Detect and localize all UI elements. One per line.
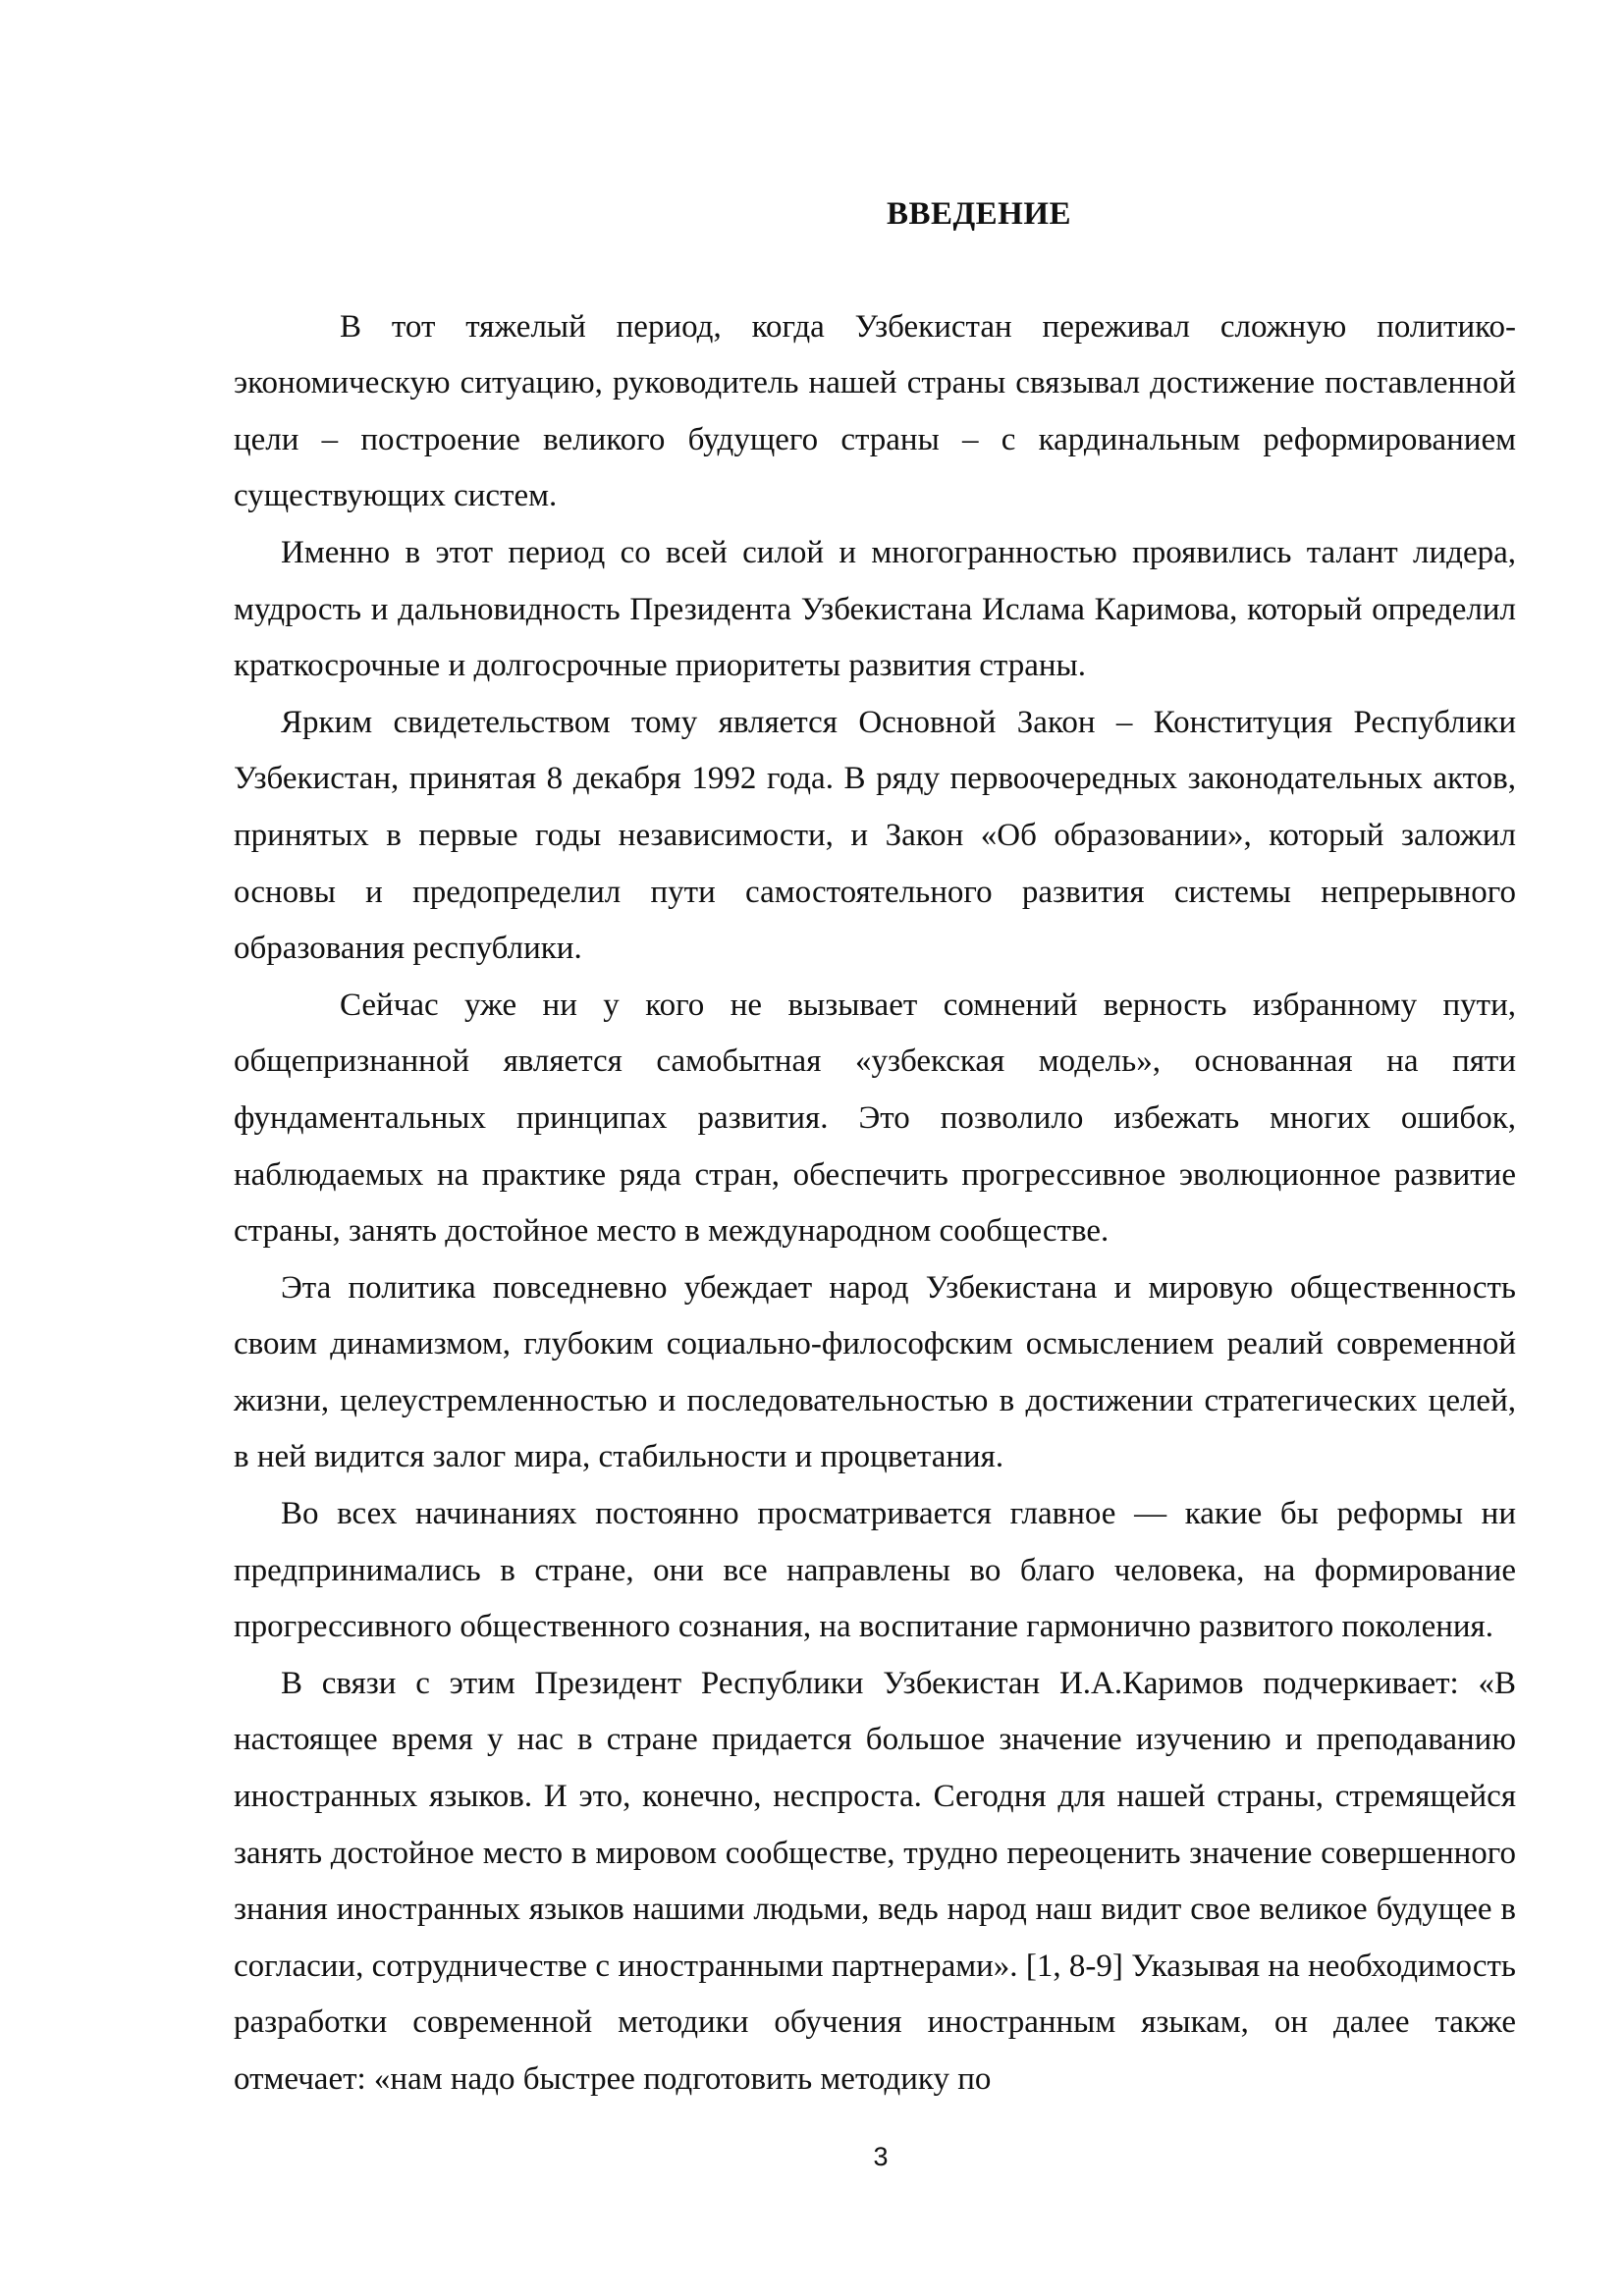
- paragraph-2: Именно в этот период со всей силой и многогранностью проявились талант лидера, мудрость и дальновидность Президента Узбекистана Ислама Каримова, который определил краткосрочные и долгосрочные приоритеты развития страны.: [234, 534, 1516, 684]
- page-content: [234, 187, 1516, 2109]
- paragraph-6: Во всех начинаниях постоянно просматривается главное — какие бы реформы ни предпринимались в стране, они все направлены во благо человека, на формирование прогрессивного общественного сознания, на воспитание гармонично развитого поколения.: [234, 1496, 1516, 1645]
- paragraph-4: Сейчас уже ни у кого не вызывает сомнений верность избранному пути, общепризнанной является самобытная «узбекская модель», основанная на пяти фундаментальных принципах развития. Это позволило избежать многих ошибок, наблюдаемых на практике ряда стран, обеспечить прогрессивное эволюционное развитие страны, занять достойное место в международном сообществе.: [234, 987, 1516, 1250]
- paragraph-7: В связи с этим Президент Республики Узбекистан И.А.Каримов подчеркивает: «В настоящее время у нас в стране придается большое значение изучению и преподаванию иностранных языков. И это, конечно, неспроста. Сегодня для нашей страны, стремящейся занять достойное место в мировом сообществе, трудно переоценить значение совершенного знания иностранных языков нашими людьми, ведь народ наш видит свое великое будущее в согласии, сотрудничестве с иностранными партнерами». [1, 8-9] Указывая на необходимость разработки современной методики обучения иностранным языкам, он далее также отмечает: «нам надо быстрее подготовить методику по: [234, 1665, 1516, 2097]
- paragraph-3: Ярким свидетельством тому является Основной Закон – Конституция Республики Узбекистан, принятая 8 декабря 1992 года. В ряду первоочередных законодательных актов, принятых в первые годы независимости, и Закон «Об образовании», который заложил основы и предопределил пути самостоятельного развития системы непрерывного образования республики.: [234, 704, 1516, 967]
- paragraph-1: В тот тяжелый период, когда Узбекистан переживал сложную политико-экономическую ситуацию, руководитель нашей страны связывал достижение поставленной цели – построение великого будущего страны – с кардинальным реформированием существующих систем.: [234, 308, 1516, 514]
- section-title: ВВЕДЕНИЕ: [886, 196, 1072, 232]
- page-number: 3: [873, 2142, 889, 2171]
- paragraph-5: Эта политика повседневно убеждает народ Узбекистана и мировую общественность своим динамизмом, глубоким социально-философским осмыслением реалий современной жизни, целеустремленностью и последовательностью в достижении стратегических целей, в ней видится залог мира, стабильности и процветания.: [234, 1269, 1516, 1475]
